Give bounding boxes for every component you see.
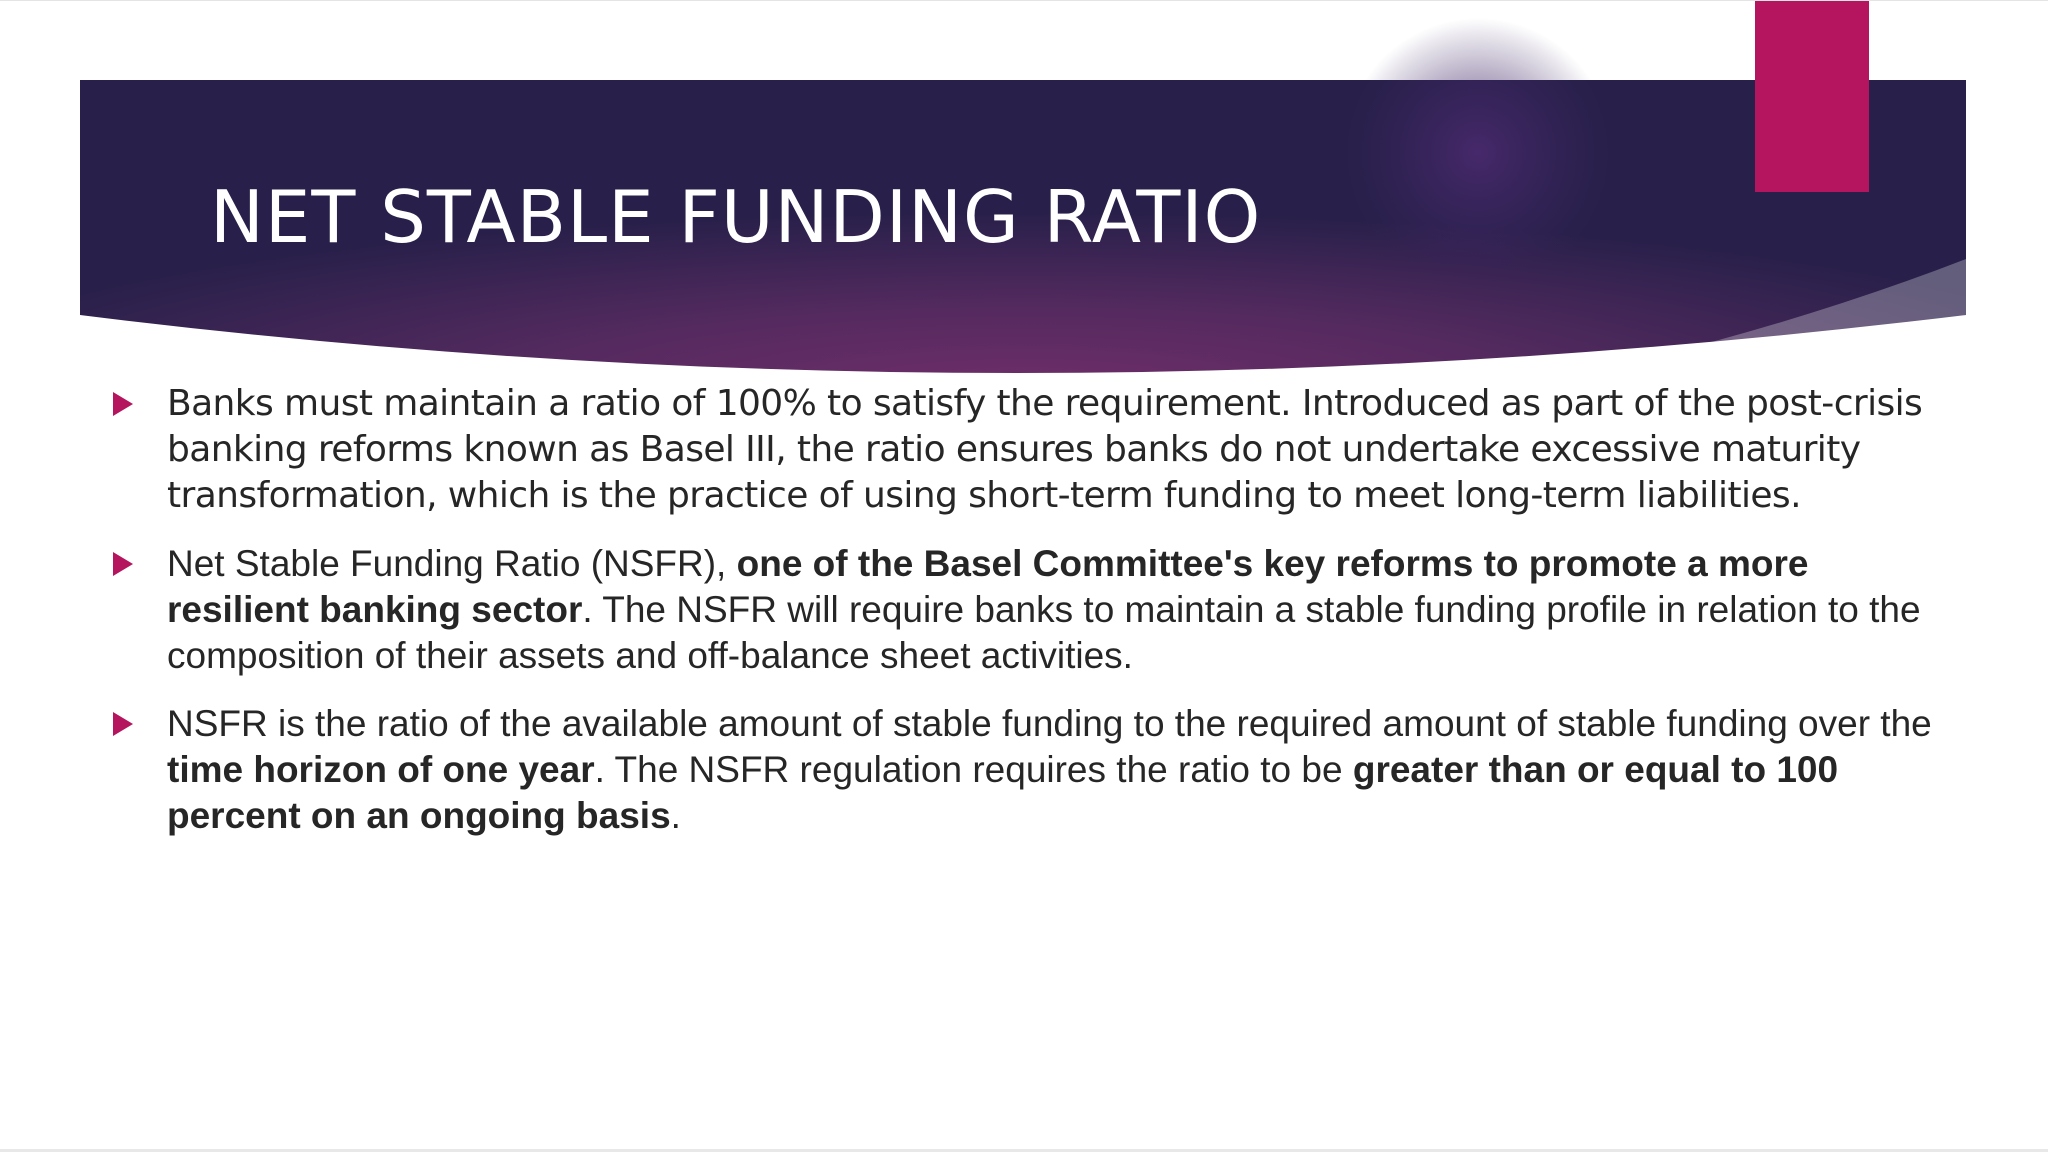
triangle-right-icon — [113, 392, 133, 416]
triangle-right-icon — [113, 552, 133, 576]
bullet-text: . The NSFR regulation requires the ratio to be — [594, 749, 1353, 790]
bullet-text: Net Stable Funding Ratio (NSFR), — [167, 543, 737, 584]
bullet-item — [110, 541, 1940, 679]
accent-tab — [1755, 1, 1869, 192]
bullet-text: . — [670, 795, 681, 836]
bullet-list — [110, 381, 1940, 861]
accent-tab-shape — [1755, 1, 1869, 192]
bullet-item — [110, 381, 1940, 519]
bullet-bold-text: one of the Basel Committee's key reforms to promote a more resilient banking sector — [167, 543, 1809, 630]
slide-title: NET STABLE FUNDING RATIO — [210, 175, 1262, 259]
bullet-item — [110, 701, 1940, 839]
bullet-bold-text: greater than or equal to 100 percent on an ongoing basis — [167, 749, 1839, 836]
bullet-text: . The NSFR will require banks to maintain a stable funding profile in relation to the composition of their assets and off-balance sheet activities. — [167, 589, 1921, 676]
bullet-text: NSFR is the ratio of the available amount of stable funding to the required amount of stable funding over the — [167, 703, 1932, 744]
bullet-bold-text: time horizon of one year — [167, 749, 595, 790]
triangle-right-icon — [113, 712, 133, 736]
bullet-text: Banks must maintain a ratio of 100% to satisfy the requirement. Introduced as part of the post-crisis banking reforms known as Basel III, the ratio ensures banks do not undertake excessive maturity transformation, which is the practice of using short-term funding to meet long-term liabilities. — [167, 383, 1923, 516]
